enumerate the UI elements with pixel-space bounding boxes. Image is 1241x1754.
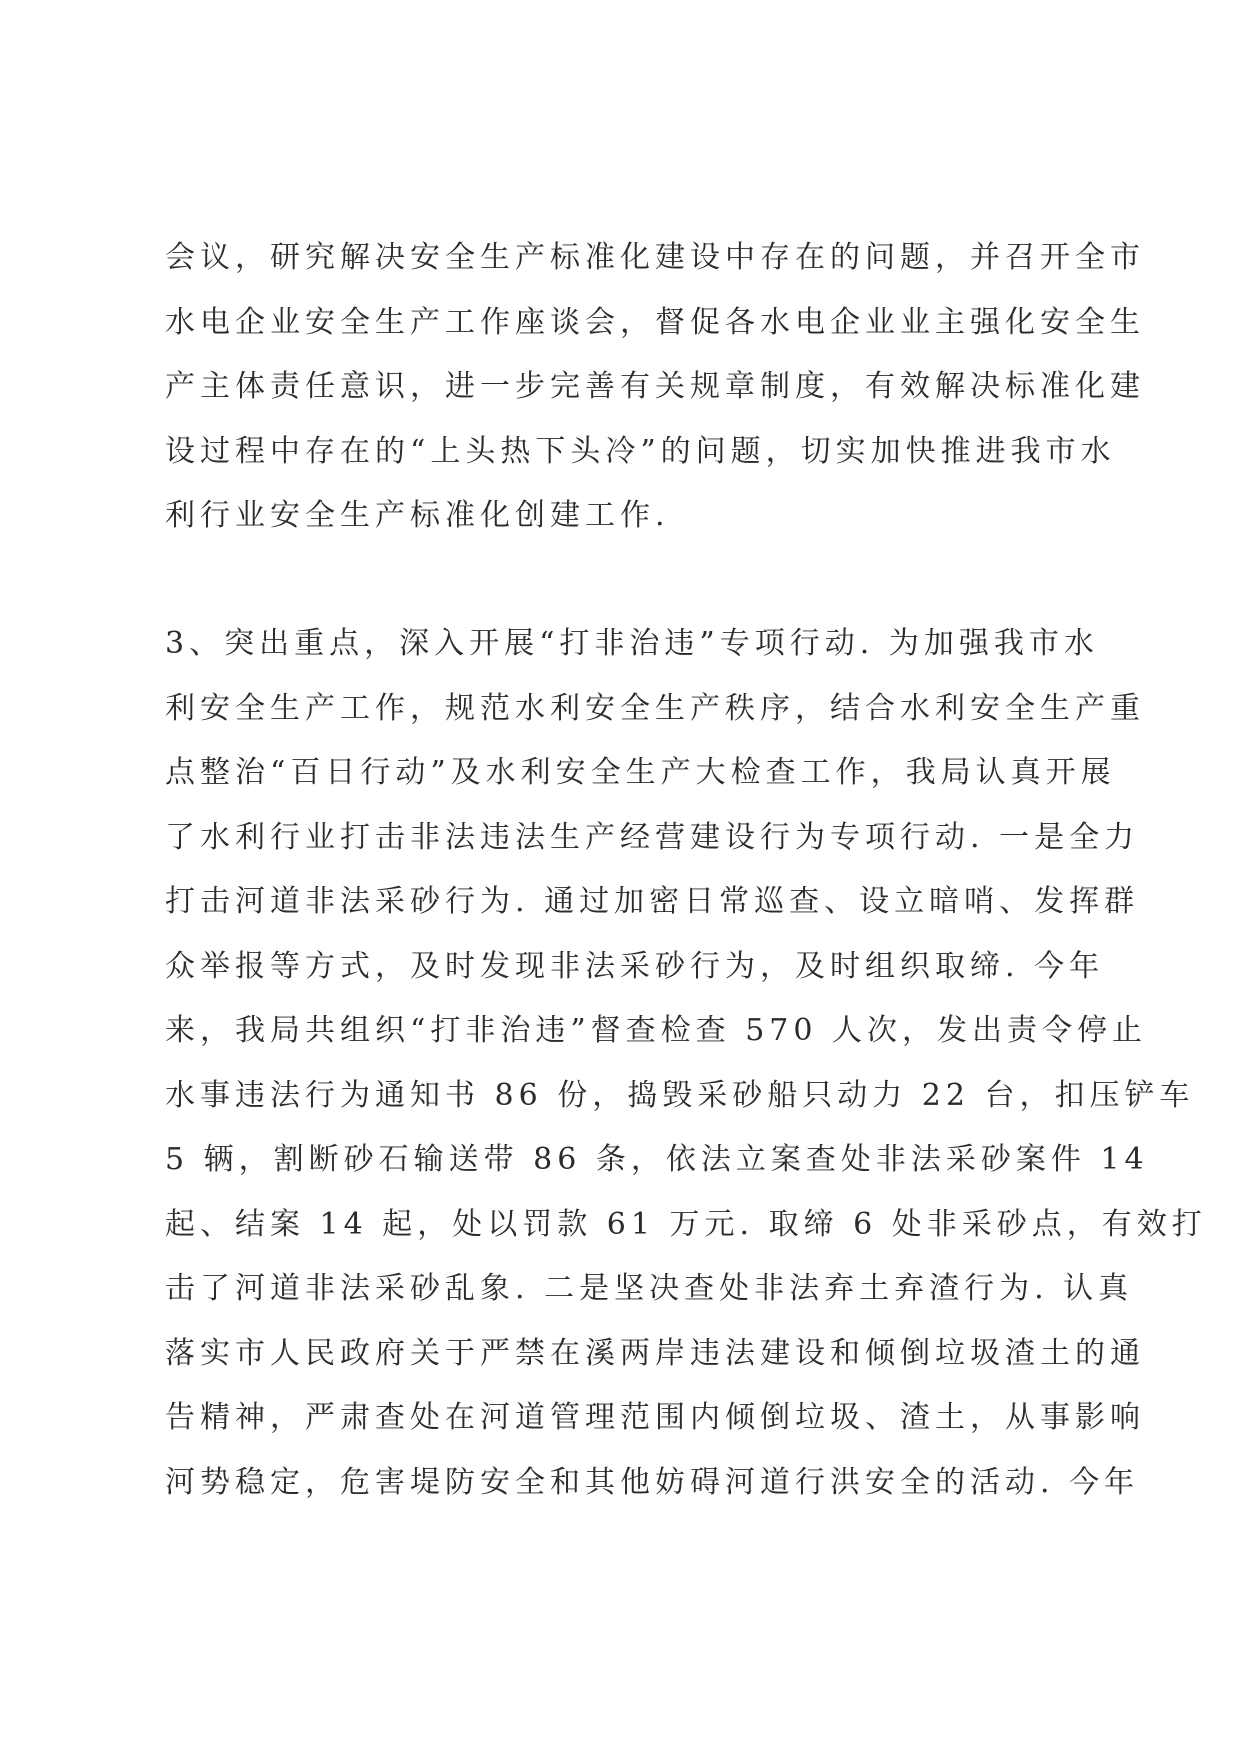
text-line: 水电企业安全生产工作座谈会，督促各水电企业业主强化安全生: [165, 304, 1145, 340]
text-line: 众举报等方式，及时发现非法采砂行为，及时组织取缔. 今年: [165, 948, 1105, 984]
text-line: 告精神，严肃查处在河道管理范围内倾倒垃圾、渣土，从事影响: [165, 1400, 1145, 1435]
text-line: 会议，研究解决安全生产标准化建设中存在的问题，并召开全市: [165, 240, 1145, 275]
text-line: 利安全生产工作，规范水利安全生产秩序，结合水利安全生产重: [165, 690, 1145, 726]
text-line: 落实市人民政府关于严禁在溪两岸违法建设和倾倒垃圾渣土的通: [165, 1335, 1145, 1371]
text-line: 来，我局共组织“打非治违”督查检查 570 人次，发出责令停止: [165, 1013, 1148, 1048]
text-line: 5 辆，割断砂石输送带 86 条，依法立案查处非法采砂案件 14: [165, 1142, 1149, 1177]
text-line: 水事违法行为通知书 86 份，捣毁采砂船只动力 22 台，扣压铲车: [165, 1077, 1195, 1113]
text-line: 了水利行业打击非法违法生产经营建设行为专项行动. 一是全力: [165, 819, 1140, 855]
text-line: 河势稳定，危害堤防安全和其他妨碍河道行洪安全的活动. 今年: [165, 1464, 1140, 1500]
text-line: 利行业安全生产标准化创建工作.: [165, 498, 670, 533]
text-line: 击了河道非法采砂乱象. 二是坚决查处非法弃土弃渣行为. 认真: [165, 1271, 1134, 1306]
text-line: 起、结案 14 起，处以罚款 61 万元. 取缔 6 处非采砂点，有效打: [165, 1206, 1207, 1242]
text-line: 设过程中存在的“上头热下头冷”的问题，切实加快推进我市水: [165, 433, 1116, 469]
text-line: 打击河道非法采砂行为. 通过加密日常巡查、设立暗哨、发挥群: [165, 884, 1140, 919]
text-line: 产主体责任意识，进一步完善有关规章制度，有效解决标准化建: [165, 369, 1145, 404]
text-line: 点整治“百日行动”及水利安全生产大检查工作，我局认真开展: [165, 755, 1116, 790]
paragraph-special-action: [165, 612, 1207, 1515]
text-line: 3、突出重点，深入开展“打非治违”专项行动. 为加强我市水: [165, 626, 1099, 661]
paragraph-standardization: [165, 226, 1145, 549]
